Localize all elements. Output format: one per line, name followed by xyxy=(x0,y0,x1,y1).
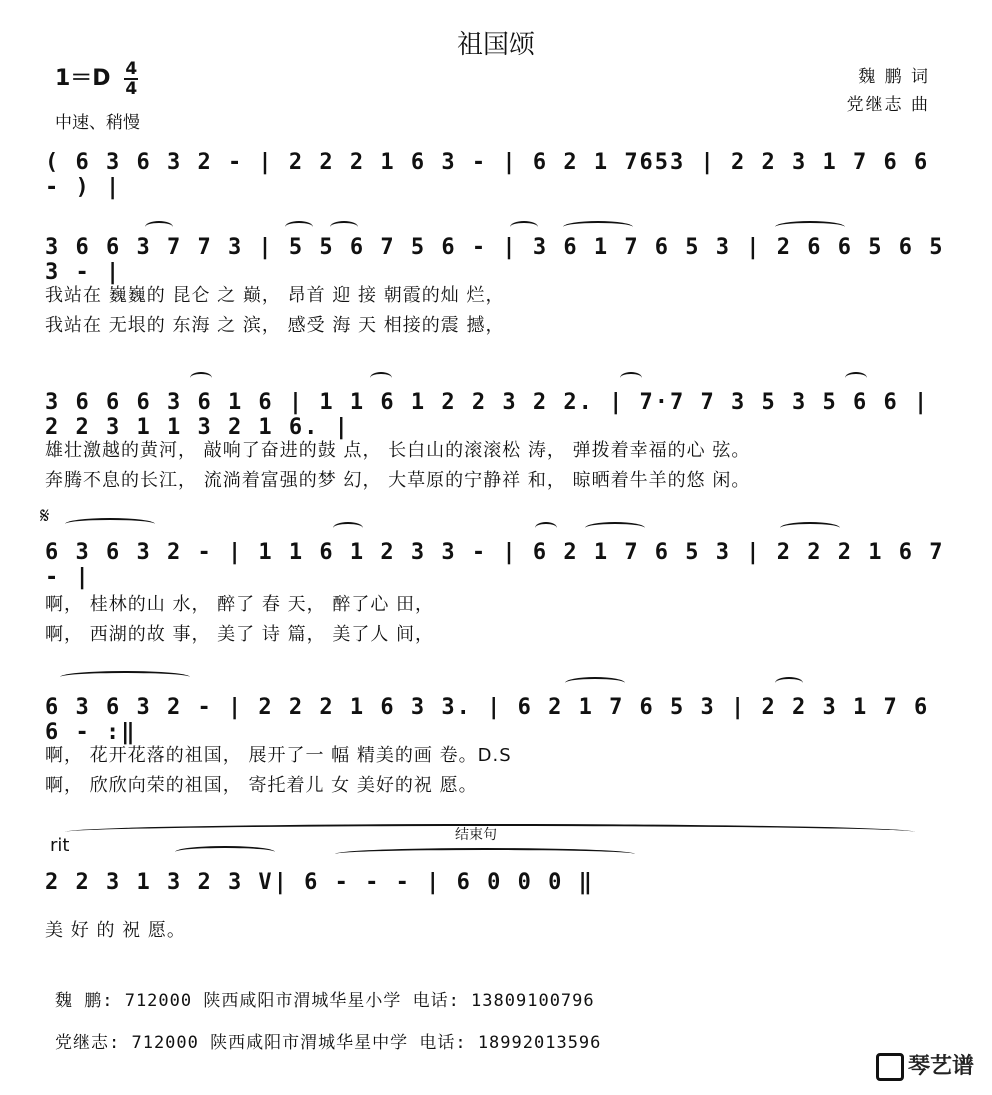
lyricist-credit: 魏 鹏 词 xyxy=(858,67,930,87)
lyric-verse-1: 雄壮激越的黄河， 敲响了奋进的鼓 点， 长白山的滚滚松 涛， 弹拨着幸福的心 弦。 xyxy=(45,440,751,461)
slur-arc xyxy=(370,372,392,384)
slur-arc xyxy=(175,846,275,858)
rit-marking: rit xyxy=(50,835,70,856)
slur-arc xyxy=(333,522,363,534)
ending-label: 结束句 xyxy=(455,827,497,843)
segno-sign: 𝄋 xyxy=(40,504,50,529)
slur-arc xyxy=(335,848,635,860)
time-signature xyxy=(124,60,138,98)
slur-arc xyxy=(510,221,538,233)
footer-lyricist-contact: 魏 鹏: 712000 陕西咸阳市渭城华星小学 电话: 13809100796 xyxy=(55,991,595,1011)
slur-arc xyxy=(585,522,645,534)
watermark-text: 琴艺谱 xyxy=(907,1054,974,1079)
notes-line: ( 6 3 6 3 2 - | 2 2 2 1 6 3 - | 6 2 1 7653 | 2 2 3 1 7 6 6 - ) | xyxy=(45,150,930,200)
lyric-verse-2: 我站在 无垠的 东海 之 滨， 感受 海 天 相接的震 撼， xyxy=(45,315,505,336)
watermark-logo xyxy=(876,1049,974,1081)
slur-arc xyxy=(565,677,625,689)
slur-arc xyxy=(330,221,358,233)
tempo-marking: 中速、稍慢 xyxy=(55,113,140,133)
logo-icon xyxy=(876,1053,904,1081)
lyric-verse-1: 我站在 巍巍的 昆仑 之 巅， 昂首 迎 接 朝霞的灿 烂， xyxy=(45,285,505,306)
lyric-verse-2: 啊， 欣欣向荣的祖国， 寄托着儿 女 美好的祝 愿。 xyxy=(45,775,478,796)
slur-arc xyxy=(60,671,190,683)
lyric-verse-1: 啊， 花开花落的祖国， 展开了一 幅 精美的画 卷。D.S xyxy=(45,745,512,766)
page-title: 祖国颂 xyxy=(456,30,535,60)
slur-arc xyxy=(780,522,840,534)
slur-arc xyxy=(145,221,173,233)
lyric-verse-1: 啊， 桂林的山 水， 醉了 春 天， 醉了心 田， xyxy=(45,594,435,615)
slur-arc xyxy=(563,221,633,233)
notes-line: 3 6 6 6 3 6 1 6 | 1 1 6 1 2 2 3 2 2. | 7·7 7 3 5 3 5 6 6 | 2 2 3 1 1 3 2 1 6. | xyxy=(45,390,930,440)
slur-arc xyxy=(845,372,867,384)
lyric-verse-2: 奔腾不息的长江， 流淌着富强的梦 幻， 大草原的宁静祥 和， 晾晒着牛羊的悠 闲。 xyxy=(45,470,751,491)
notes-line: 2 2 3 1 3 2 3 V| 6 - - - | 6 0 0 0 ‖ xyxy=(45,870,594,895)
key-label: 1＝D xyxy=(55,66,111,91)
slur-arc xyxy=(535,522,557,534)
key-signature xyxy=(55,60,138,98)
time-bottom: 4 xyxy=(125,79,138,99)
notes-line: 6 3 6 3 2 - | 2 2 2 1 6 3 3. | 6 2 1 7 6 5 3 | 2 2 3 1 7 6 6 - :‖ xyxy=(45,695,930,745)
slur-arc xyxy=(285,221,313,233)
notes-line: 6 3 6 3 2 - | 1 1 6 1 2 3 3 - | 6 2 1 7 6 5 3 | 2 2 2 1 6 7 - | xyxy=(45,540,945,590)
slur-arc xyxy=(775,677,803,689)
notes-line: 3 6 6 3 7 7 3 | 5 5 6 7 5 6 - | 3 6 1 7 6 5 3 | 2 6 6 5 6 5 3 - | xyxy=(45,235,945,285)
slur-arc xyxy=(65,518,155,530)
composer-credit: 党继志 曲 xyxy=(846,95,930,115)
lyric-verse-2: 啊， 西湖的故 事， 美了 诗 篇， 美了人 间， xyxy=(45,624,435,645)
slur-arc xyxy=(620,372,642,384)
time-top: 4 xyxy=(125,59,138,79)
lyric-ending: 美 好 的 祝 愿。 xyxy=(45,920,186,941)
slur-arc xyxy=(190,372,212,384)
slur-arc xyxy=(775,221,845,233)
footer-composer-contact: 党继志: 712000 陕西咸阳市渭城华星中学 电话: 18992013596 xyxy=(55,1033,602,1053)
